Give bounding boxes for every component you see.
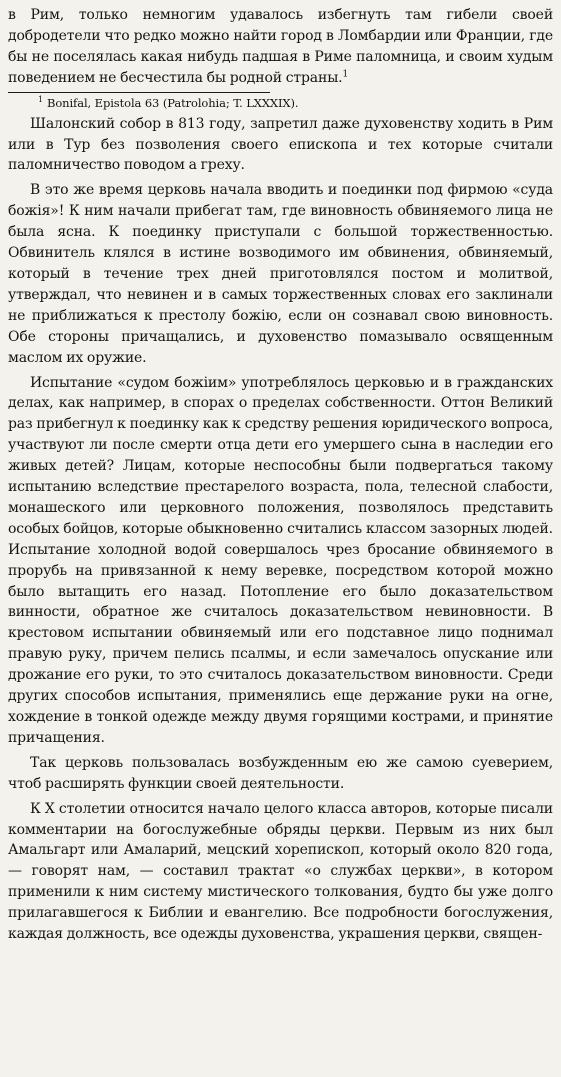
paragraph-chalon-council: Шалонский собор в 813 году, запретил даже духовенству ходить в Рим или в Тур без позволения своего епископа и тех которые считали паломничество поводом а греху. — [8, 115, 553, 174]
footnote-divider — [8, 92, 270, 93]
paragraph-text: в Рим, только немногим удавалось избегнуть там гибели своей добродетели что редко можно найти город в Ломбардии или Франции, где бы не поселялась какая нибудь падшая в Риме паломница, и своим худым поведением не бесчестила бы родной страны. — [8, 7, 553, 86]
footnote-reference: 1 — [342, 69, 349, 80]
footnote-text: Bonifal, Epistola 63 (Patrolohia; T. LXXXIX). — [47, 95, 299, 110]
footnote — [8, 95, 553, 112]
paragraph-ordeals: Испытание «судом божіим» употреблялось церковью и в гражданских делах, как например, в спорах о пределах собственности. Оттон Великий раз прибегнул к поединку как к средству решения юридического вопроса, участвуют ли после смерти отца дети его умершего сына в наследии его живых детей? Лицам, которые неспособны были подвергаться такому испытанию вследствие престарелого возраста, пола, телесной слабости, монашеского или церковного положения, позволялось представить особых бойцов, которые обыкновенно считались классом зазорных людей. Испытание холодной водой совершалось чрез бросание обвиняемого в прорубь на привязанной к нему веревке, посредством которой можно было вытащить его назад. Потопление его было доказательством виннoсти, обратное же считалось доказательством невиновности. В крестовом испытании обвиняемый или его подставное лицо поднимал правую руку, причем пелись псалмы, и если замечалось опускание или дрожание его руки, то это считалось доказательством виновности. Среди других способов испытания, применялись еще держание руки на огне, хождение в тонкой одежде между двумя горящими кострами, и принятие причащения. — [8, 374, 553, 746]
paragraph-continuation — [8, 5, 553, 89]
paragraph-liturgical-commentators: К Х столетии относится начало целого класса авторов, которые писали комментарии на богослужебные обряды церкви. Первым из них был Амальгарт или Амаларий, мецский хорепископ, который около 820 года, — говорят нам, — составил трактат «о службах церкви», в котором применили к ним систему мистического толкования, будто бы уже долго прилагавшегося к Библии и евангелию. Все подробности богослужения, каждая должность, все одежды духовенства, украшения церкви, священ- — [8, 800, 553, 943]
footnote-mark: 1 — [38, 94, 43, 104]
paragraph-superstition: Так церковь пользовалась возбужденным ею же самою суеверием, чтоб расширять функции своей деятельности. — [8, 754, 553, 792]
paragraph-judicial-duels: В это же время церковь начала вводить и поединки под фирмою «суда божія»! К ним начали прибегат там, где виновность обвиняемого лица не была ясна. К поединку приступали с большой торжественностью. Обвинитель клялся в истине возводимого им обвинения, обвиняемый, который в течение трех дней приготовлялся постом и молитвой, утверждал, что невинен и в самых торжественных словах его заклинали не приближаться к престолу божію, если он сознавал свою виновность. Обе стороны причащались, и духовенство помазывало освященным маслом их оружие. — [8, 182, 553, 366]
